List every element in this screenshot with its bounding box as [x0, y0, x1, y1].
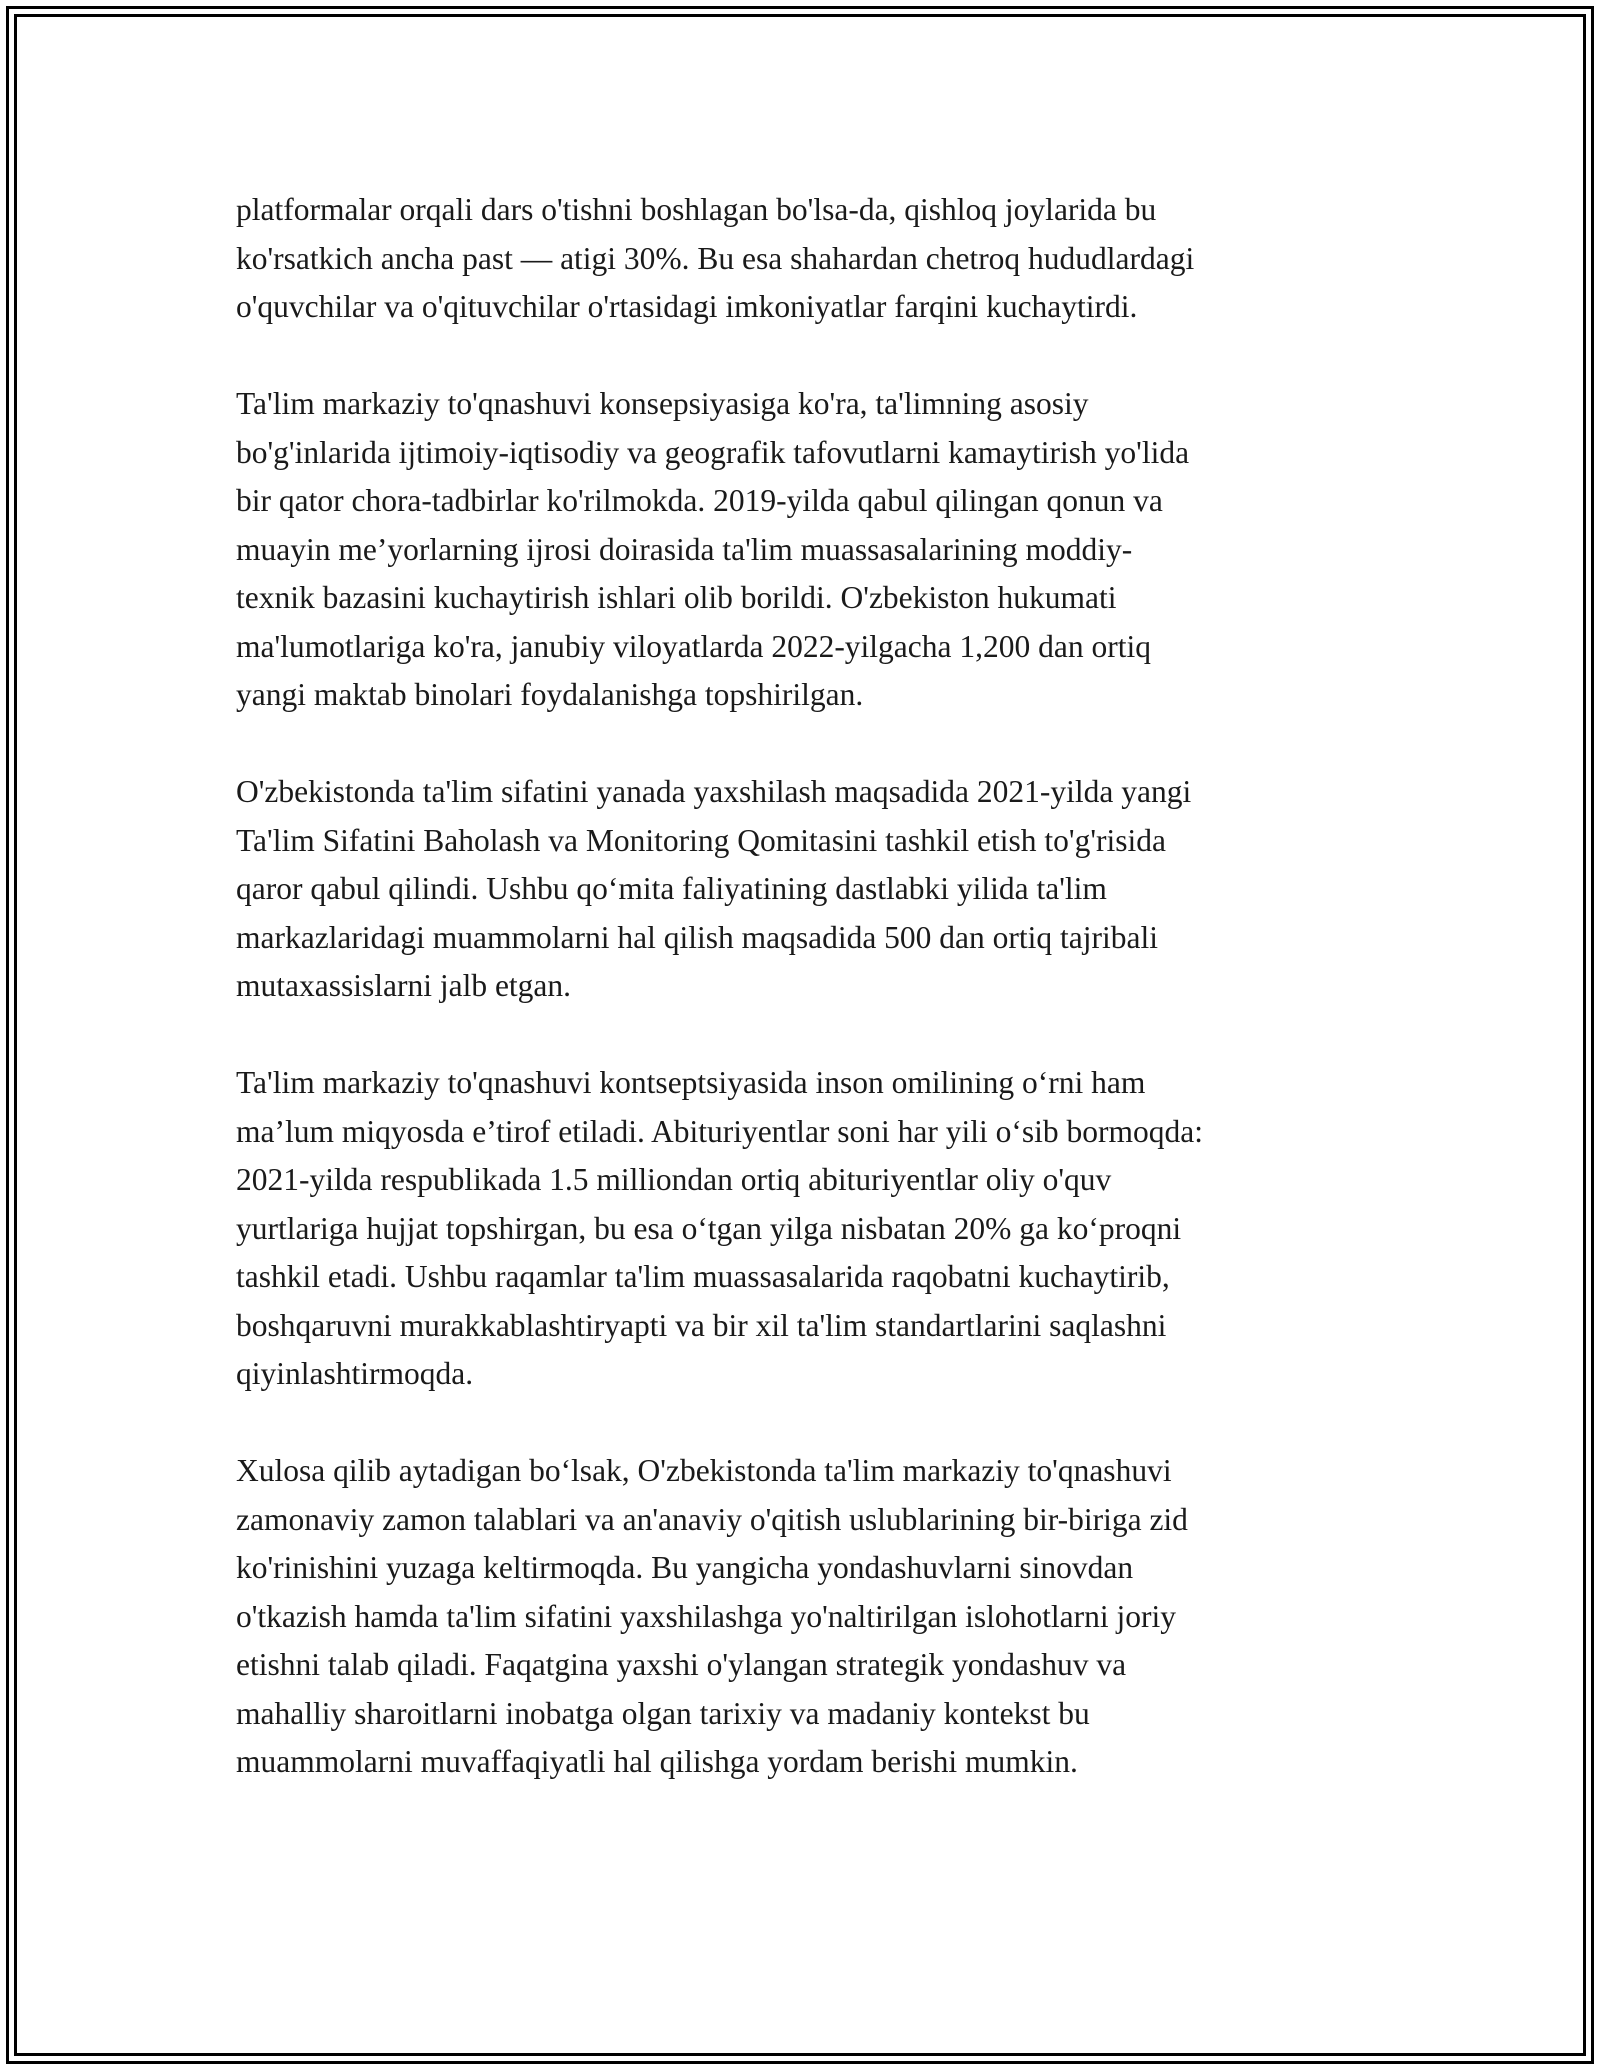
paragraph-2 — [236, 380, 1376, 720]
text-line: 2021-yilda respublikada 1.5 milliondan ortiq abituriyentlar oliy o'quv — [236, 1162, 1112, 1197]
text-line: markazlaridagi muammolarni hal qilish maqsadida 500 dan ortiq tajribali — [236, 919, 1158, 955]
text-line: boshqaruvni murakkablashtiryapti va bir xil ta'lim standartlarini saqlashni — [236, 1307, 1167, 1343]
text-line: platformalar orqali dars o'tishni boshlagan bo'lsa-da, qishloq joylarida bu — [236, 192, 1157, 227]
text-line: muammolarni muvaffaqiyatli hal qilishga yordam berishi mumkin. — [236, 1744, 1078, 1779]
text-line: ko'rinishini yuzaga keltirmoqda. Bu yangicha yondashuvlarni sinovdan — [236, 1550, 1134, 1585]
text-line: mutaxassislarni jalb etgan. — [236, 968, 572, 1003]
text-line: yurtlariga hujjat topshirgan, bu esa o‘tgan yilga nisbatan 20% ga ko‘proqni — [236, 1210, 1182, 1246]
text-line: texnik bazasini kuchaytirish ishlari olib borildi. O'zbekiston hukumati — [236, 580, 1117, 615]
text-line: Xulosa qilib aytadigan bo‘lsak, O'zbekistonda ta'lim markaziy to'qnashuvi — [236, 1453, 1172, 1488]
text-line: bir qator chora-tadbirlar ko'rilmokda. 2019-yilda qabul qilingan qonun va — [236, 483, 1163, 518]
text-line: muayin me’yorlarning ijrosi doirasida ta'lim muassasalarining moddiy- — [236, 531, 1133, 567]
text-line: yangi maktab binolari foydalanishga topshirilgan. — [236, 677, 864, 712]
paragraph-5 — [236, 1447, 1376, 1787]
text-line: qiyinlashtirmoqda. — [236, 1356, 474, 1391]
text-line: bo'g'inlarida ijtimoiy-iqtisodiy va geografik tafovutlarni kamaytirish yo'lida — [236, 434, 1190, 470]
text-line: Ta'lim markaziy to'qnashuvi konsepsiyasiga ko'ra, ta'limning asosiy — [236, 386, 1089, 421]
text-line: zamonaviy zamon talablari va an'anaviy o'qitish uslublarining bir-biriga zid — [236, 1501, 1188, 1537]
text-line: o'quvchilar va o'qituvchilar o'rtasidagi imkoniyatlar farqini kuchaytirdi. — [236, 289, 1138, 324]
text-line: tashkil etadi. Ushbu raqamlar ta'lim muassasalarida raqobatni kuchaytirib, — [236, 1259, 1170, 1294]
paragraph-3 — [236, 768, 1376, 1011]
paragraph-1 — [236, 186, 1376, 332]
text-line: Ta'lim Sifatini Baholash va Monitoring Qomitasini tashkil etish to'g'risida — [236, 822, 1166, 858]
text-line: ko'rsatkich ancha past — atigi 30%. Bu esa shahardan chetroq hududlardagi — [236, 240, 1195, 276]
text-line: ma'lumotlariga ko'ra, janubiy viloyatlarda 2022-yilgacha 1,200 dan ortiq — [236, 628, 1151, 664]
text-line: qaror qabul qilindi. Ushbu qo‘mita faliyatining dastlabki yilida ta'lim — [236, 871, 1107, 906]
text-line: etishni talab qiladi. Faqatgina yaxshi o'ylangan strategik yondashuv va — [236, 1647, 1127, 1682]
paragraph-4 — [236, 1059, 1376, 1399]
text-line: mahalliy sharoitlarni inobatga olgan tarixiy va madaniy kontekst bu — [236, 1695, 1090, 1731]
text-line: O'zbekistonda ta'lim sifatini yanada yaxshilash maqsadida 2021-yilda yangi — [236, 774, 1192, 809]
document-body — [236, 186, 1376, 1835]
text-line: o'tkazish hamda ta'lim sifatini yaxshilashga yo'naltirilgan islohotlarni joriy — [236, 1598, 1176, 1634]
text-line: Ta'lim markaziy to'qnashuvi kontseptsiyasida inson omilining o‘rni ham — [236, 1065, 1146, 1100]
text-line: ma’lum miqyosda e’tirof etiladi. Abituriyentlar soni har yili o‘sib bormoqda: — [236, 1113, 1203, 1149]
